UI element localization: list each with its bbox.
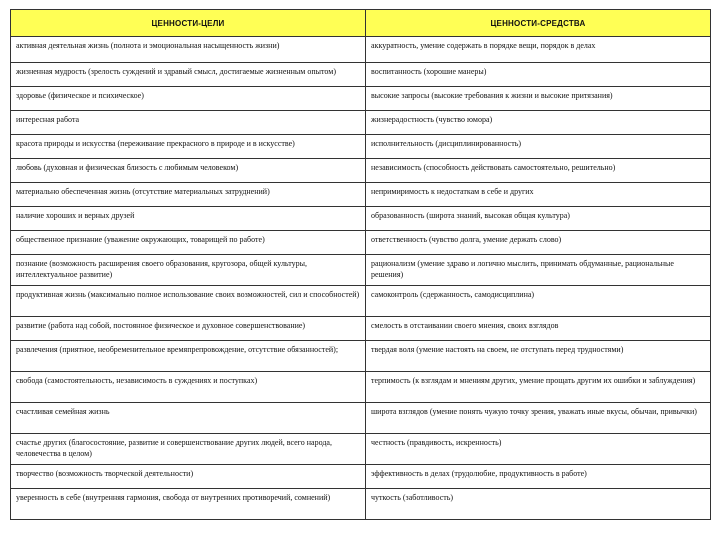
table-row — [11, 159, 711, 183]
terminal-value-cell: материально обеспеченная жизнь (отсутствие материальных затруднений) — [11, 183, 366, 207]
instrumental-value-cell: ответственность (чувство долга, умение держать слово) — [366, 231, 711, 255]
instrumental-value-cell: непримиримость к недостаткам в себе и других — [366, 183, 711, 207]
instrumental-value-cell: чуткость (заботливость) — [366, 489, 711, 520]
terminal-value-cell: счастливая семейная жизнь — [11, 403, 366, 434]
table-row — [11, 255, 711, 286]
terminal-value-cell: общественное признание (уважение окружающих, товарищей по работе) — [11, 231, 366, 255]
table-row — [11, 317, 711, 341]
table-row — [11, 87, 711, 111]
terminal-value-cell: здоровье (физическое и психическое) — [11, 87, 366, 111]
terminal-value-cell: развитие (работа над собой, постоянное физическое и духовное совершенствование) — [11, 317, 366, 341]
instrumental-value-cell: высокие запросы (высокие требования к жизни и высокие притязания) — [366, 87, 711, 111]
table-row — [11, 372, 711, 403]
terminal-value-cell: интересная работа — [11, 111, 366, 135]
instrumental-value-cell: исполнительность (дисциплинированность) — [366, 135, 711, 159]
terminal-value-cell: уверенность в себе (внутренняя гармония, свобода от внутренних противоречий, сомнений) — [11, 489, 366, 520]
terminal-value-cell: продуктивная жизнь (максимально полное использование своих возможностей, сил и способностей) — [11, 286, 366, 317]
terminal-value-cell: познание (возможность расширения своего образования, кругозора, общей культуры, интеллектуальное развитие) — [11, 255, 366, 286]
table-row — [11, 403, 711, 434]
instrumental-value-cell: честность (правдивость, искренность) — [366, 434, 711, 465]
header-instrumental-values: ЦЕННОСТИ-СРЕДСТВА — [366, 10, 711, 37]
table-body — [11, 37, 711, 520]
terminal-value-cell: красота природы и искусства (переживание прекрасного в природе и в искусстве) — [11, 135, 366, 159]
table-row — [11, 135, 711, 159]
terminal-value-cell: счастье других (благосостояние, развитие и совершенствование других людей, всего народа, человечества в целом) — [11, 434, 366, 465]
terminal-value-cell: жизненная мудрость (зрелость суждений и здравый смысл, достигаемые жизненным опытом) — [11, 63, 366, 87]
table-row — [11, 434, 711, 465]
table-row — [11, 183, 711, 207]
table-row — [11, 37, 711, 63]
terminal-value-cell: творчество (возможность творческой деятельности) — [11, 465, 366, 489]
table-row — [11, 286, 711, 317]
table-row — [11, 489, 711, 520]
table-row — [11, 341, 711, 372]
instrumental-value-cell: образованность (широта знаний, высокая общая культура) — [366, 207, 711, 231]
instrumental-value-cell: жизнерадостность (чувство юмора) — [366, 111, 711, 135]
terminal-value-cell: развлечения (приятное, необременительное времяпрепровождение, отсутствие обязанностей); — [11, 341, 366, 372]
instrumental-value-cell: рационализм (умение здраво и логично мыслить, принимать обдуманные, рациональные решения) — [366, 255, 711, 286]
table-header-row — [11, 10, 711, 37]
terminal-value-cell: активная деятельная жизнь (полнота и эмоциональная насыщенность жизни) — [11, 37, 366, 63]
instrumental-value-cell: самоконтроль (сдержанность, самодисциплина) — [366, 286, 711, 317]
table-row — [11, 207, 711, 231]
instrumental-value-cell: терпимость (к взглядам и мнениям других, умение прощать другим их ошибки и заблуждения) — [366, 372, 711, 403]
instrumental-value-cell: широта взглядов (умение понять чужую точку зрения, уважать иные вкусы, обычаи, привычки) — [366, 403, 711, 434]
table-row — [11, 465, 711, 489]
values-table — [10, 9, 711, 520]
instrumental-value-cell: аккуратность, умение содержать в порядке вещи, порядок в делах — [366, 37, 711, 63]
instrumental-value-cell: эффективность в делах (трудолюбие, продуктивность в работе) — [366, 465, 711, 489]
terminal-value-cell: любовь (духовная и физическая близость с любимым человеком) — [11, 159, 366, 183]
table-row — [11, 111, 711, 135]
instrumental-value-cell: независимость (способность действовать самостоятельно, решительно) — [366, 159, 711, 183]
table-row — [11, 231, 711, 255]
terminal-value-cell: наличие хороших и верных друзей — [11, 207, 366, 231]
instrumental-value-cell: воспитанность (хорошие манеры) — [366, 63, 711, 87]
header-terminal-values: ЦЕННОСТИ-ЦЕЛИ — [11, 10, 366, 37]
instrumental-value-cell: твердая воля (умение настоять на своем, не отступать перед трудностями) — [366, 341, 711, 372]
instrumental-value-cell: смелость в отстаивании своего мнения, своих взглядов — [366, 317, 711, 341]
table-row — [11, 63, 711, 87]
terminal-value-cell: свобода (самостоятельность, независимость в суждениях и поступках) — [11, 372, 366, 403]
